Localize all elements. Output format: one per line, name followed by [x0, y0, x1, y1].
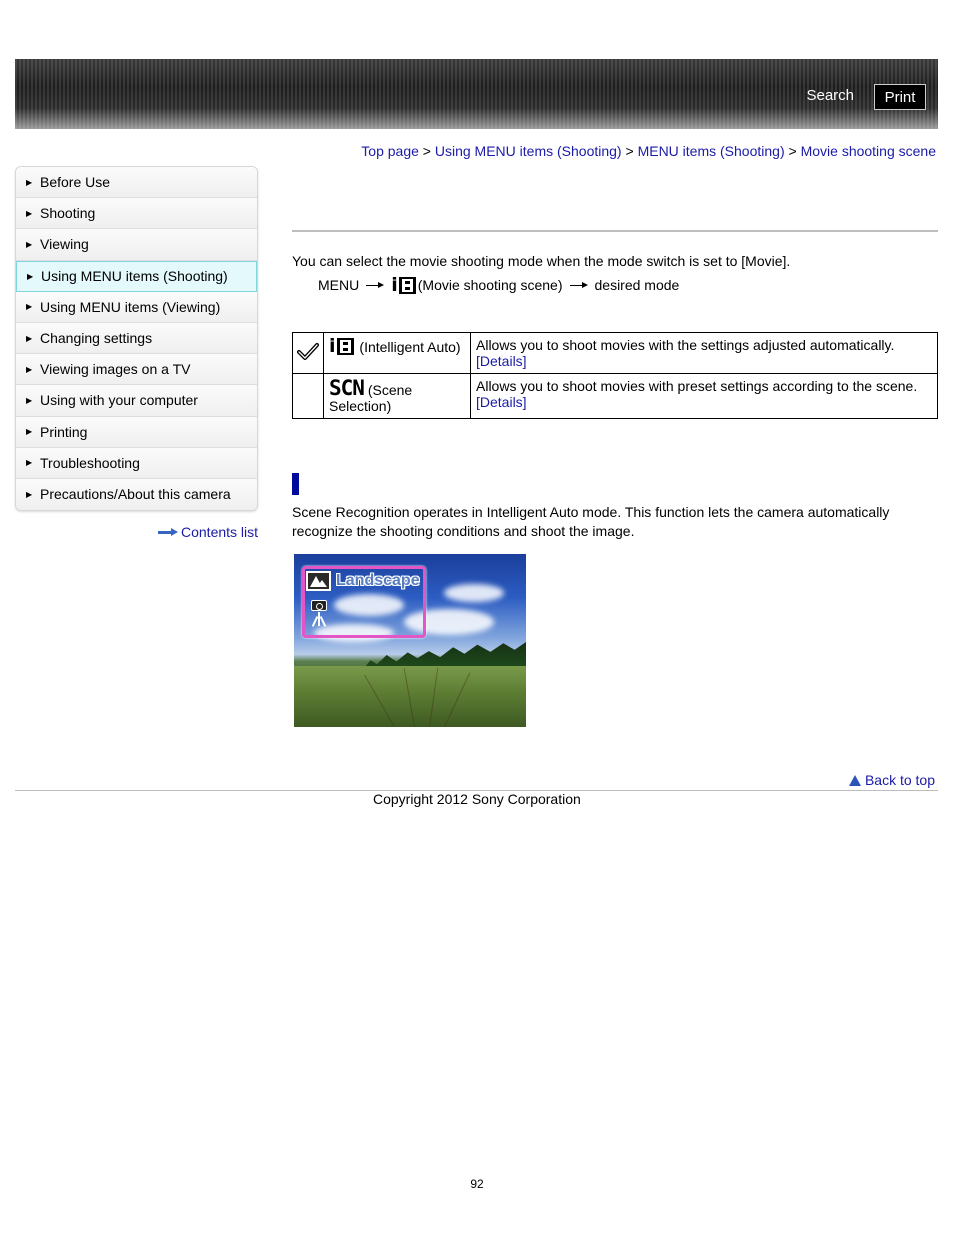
sidebar-item-label: Before Use [40, 174, 111, 191]
check-cell [293, 374, 324, 419]
back-to-top-link[interactable] [849, 772, 935, 788]
title-divider [292, 230, 938, 232]
arrow-right-icon: ▶ [26, 458, 33, 468]
sidebar-item-precautions[interactable] [16, 479, 257, 510]
mode-description: Allows you to shoot movies with preset settings according to the scene. [476, 378, 918, 394]
sidebar-item-label: Viewing images on a TV [40, 361, 191, 378]
sidebar-item-before-use[interactable] [16, 167, 257, 198]
breadcrumb-separator: > [422, 143, 431, 159]
table-row [293, 374, 938, 419]
scene-recognition-text: Scene Recognition operates in Intelligent Auto mode. This function lets the camera automatically recognize the shooting conditions and shoot the image. [292, 504, 890, 539]
menu-path-middle: (Movie shooting scene) [417, 277, 563, 293]
details-link[interactable]: [Details] [476, 394, 527, 410]
arrow-right-icon: ▶ [26, 489, 33, 499]
sidebar-item-printing[interactable] [16, 417, 257, 448]
print-button[interactable]: Print [874, 84, 926, 110]
arrow-right-icon [158, 528, 178, 536]
sidebar-item-label: Printing [40, 423, 88, 440]
table-row [293, 333, 938, 374]
arrow-right-icon [366, 281, 384, 289]
sidebar-item-label: Using MENU items (Viewing) [40, 298, 221, 315]
sidebar-item-label: Shooting [40, 205, 96, 222]
arrow-right-icon: ▶ [26, 333, 33, 343]
sidebar-item-using-menu-viewing[interactable] [16, 292, 257, 323]
sidebar-item-using-menu-shooting[interactable] [16, 261, 257, 292]
landscape-example-photo [294, 554, 526, 727]
intelligent-auto-movie-icon: i [391, 276, 416, 294]
menu-path [318, 276, 679, 294]
sidebar-item-viewing[interactable] [16, 229, 257, 260]
arrow-right-icon: ▶ [26, 208, 33, 218]
sidebar-item-viewing-tv[interactable] [16, 354, 257, 385]
mode-label-cell [324, 333, 471, 374]
menu-path-start: MENU [318, 277, 360, 293]
checkmark-icon [297, 342, 319, 362]
arrow-right-icon: ▶ [26, 239, 33, 249]
copyright-text: Copyright 2012 Sony Corporation [373, 791, 581, 807]
tripod-icon [318, 612, 320, 626]
arrow-right-icon: ▶ [26, 302, 33, 312]
header-bar [15, 59, 938, 129]
modes-table [292, 332, 938, 419]
sidebar-item-computer[interactable] [16, 385, 257, 416]
mode-label-cell [324, 374, 471, 419]
scene-selection-icon: SCN [329, 376, 364, 400]
sidebar-item-troubleshooting[interactable] [16, 448, 257, 479]
sidebar-item-label: Using with your computer [40, 392, 198, 409]
intro-text: You can select the movie shooting mode when the mode switch is set to [Movie]. [292, 253, 791, 269]
menu-path-end: desired mode [594, 277, 680, 293]
search-link[interactable]: Search [806, 87, 854, 104]
mode-description-cell [471, 374, 938, 419]
sidebar-item-shooting[interactable] [16, 198, 257, 229]
check-cell [293, 333, 324, 374]
mode-description-cell [471, 333, 938, 374]
mode-label: (Scene Selection) [329, 382, 413, 414]
details-link[interactable]: [Details] [476, 353, 527, 369]
breadcrumb-separator: > [625, 143, 634, 159]
breadcrumb-menu-items-shooting[interactable]: MENU items (Shooting) [637, 143, 785, 159]
breadcrumb-using-menu-shooting[interactable]: Using MENU items (Shooting) [434, 143, 622, 159]
sidebar-item-changing-settings[interactable] [16, 323, 257, 354]
sidebar-item-label: Precautions/About this camera [40, 486, 231, 503]
mode-label: (Intelligent Auto) [359, 339, 461, 355]
arrow-right-icon: ▶ [26, 395, 33, 405]
back-to-top-label: Back to top [864, 772, 935, 788]
contents-list-link[interactable] [158, 524, 258, 540]
arrow-right-icon: ▶ [26, 427, 33, 437]
page-number: 92 [470, 1177, 484, 1191]
arrow-right-icon: ▶ [26, 177, 33, 187]
sidebar-item-label: Using MENU items (Shooting) [41, 268, 228, 285]
camera-icon [311, 600, 327, 611]
arrow-right-icon: ▶ [27, 271, 34, 281]
mode-description: Allows you to shoot movies with the settings adjusted automatically. [476, 337, 895, 353]
contents-list-label: Contents list [181, 524, 259, 540]
breadcrumb-separator: > [788, 143, 797, 159]
sidebar-item-label: Viewing [40, 236, 89, 253]
intelligent-auto-movie-icon: i [329, 337, 354, 355]
sidebar-nav [15, 166, 258, 511]
landscape-icon [306, 571, 331, 591]
triangle-up-icon [849, 775, 861, 786]
sidebar-item-label: Troubleshooting [40, 454, 140, 471]
arrow-right-icon: ▶ [26, 364, 33, 374]
section-heading-bar [292, 473, 299, 495]
breadcrumb-movie-shooting-scene[interactable]: Movie shooting scene [800, 143, 936, 159]
arrow-right-icon [570, 281, 588, 289]
breadcrumb [361, 143, 936, 159]
sidebar-item-label: Changing settings [40, 330, 153, 347]
landscape-label: Landscape [336, 572, 420, 589]
breadcrumb-top-page[interactable]: Top page [361, 143, 419, 159]
